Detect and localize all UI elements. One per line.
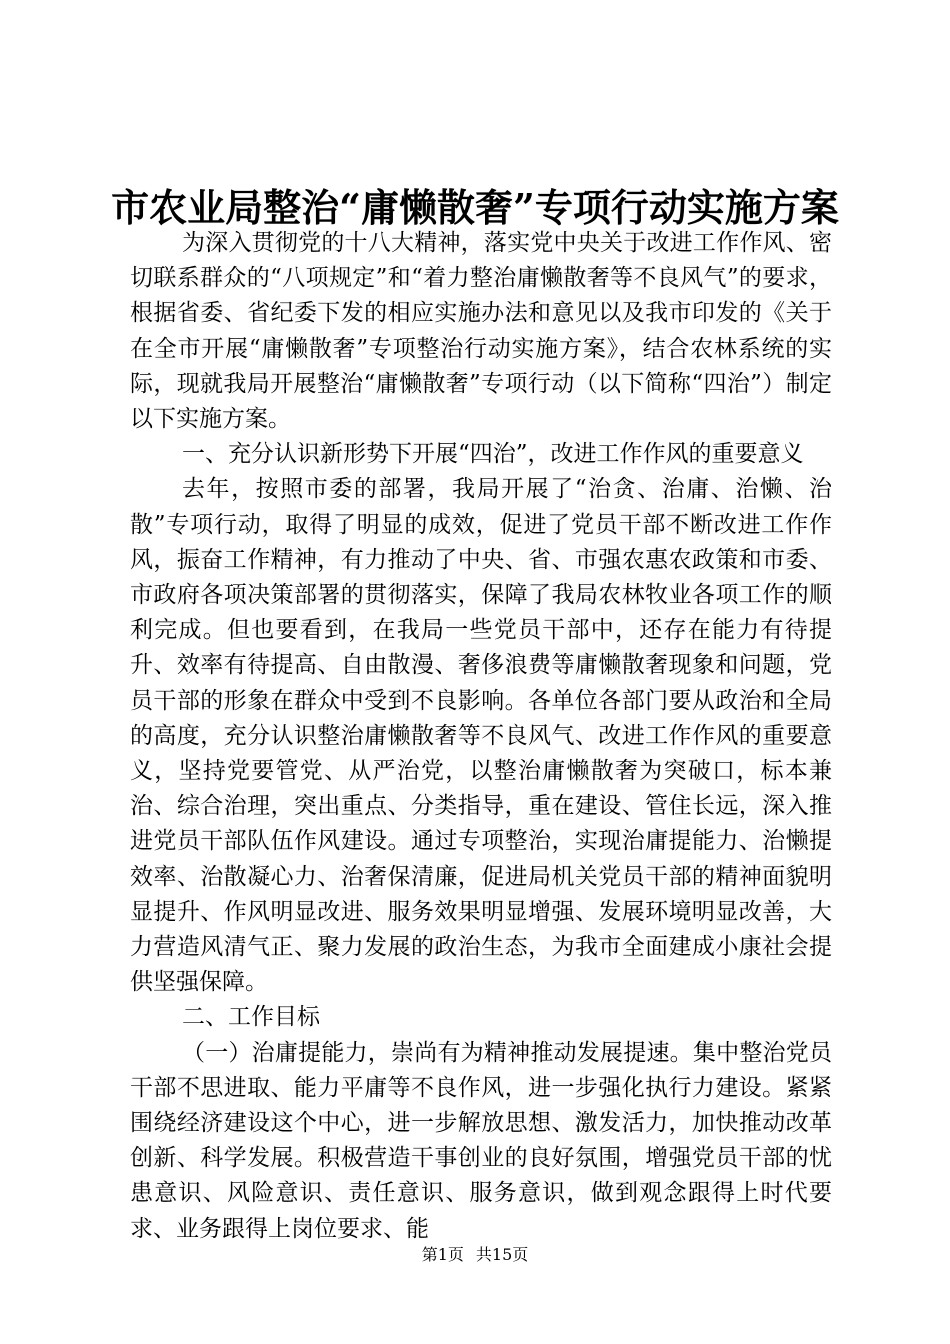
intro-paragraph: 为深入贯彻党的十八大精神，落实党中央关于改进工作作风、密切联系群众的“八项规定”和“着力整治庸懒散奢等不良风气”的要求，根据省委、省纪委下发的相应实施办法和意见以及我市印发的《关于在全市开展“庸懒散奢”专项整治行动实施方案》，结合农林系统的实际，现就我局开展整治“庸懒散奢”专项行动（以下简称“四治”）制定以下实施方案。 [130,230,832,433]
section-2-paragraph: （一）治庸提能力，崇尚有为精神推动发展提速。集中整治党员干部不思进取、能力平庸等不良作风，进一步强化执行力建设。紧紧围绕经济建设这个中心，进一步解放思想、激发活力，加快推动改革创新、科学发展。积极营造干事创业的良好氛围，增强党员干部的忧患意识、风险意识、责任意识、服务意识，做到观念跟得上时代要求、业务跟得上岗位要求、能 [130,1039,832,1242]
section-1-paragraph: 去年，按照市委的部署，我局开展了“治贪、治庸、治懒、治散”专项行动，取得了明显的成效，促进了党员干部不断改进工作作风，振奋工作精神，有力推动了中央、省、市强农惠农政策和市委、市政府各项决策部署的贯彻落实，保障了我局农林牧业各项工作的顺利完成。但也要看到，在我局一些党员干部中，还存在能力有待提升、效率有待提高、自由散漫、奢侈浪费等庸懒散奢现象和问题，党员干部的形象在群众中受到不良影响。各单位各部门要从政治和全局的高度，充分认识整治庸懒散奢等不良风气、改进工作作风的重要意义，坚持党要管党、从严治党，以整治庸懒散奢为突破口，标本兼治、综合治理，突出重点、分类指导，重在建设、管住长远，深入推进党员干部队伍作风建设。通过专项整治，实现治庸提能力、治懒提效率、治散凝心力、治奢保清廉，促进局机关党员干部的精神面貌明显提升、作风明显改进、服务效果明显增强、发展环境明显改善，大力营造风清气正、聚力发展的政治生态，为我市全面建成小康社会提供坚强保障。 [130,476,832,996]
page-footer [0,1244,950,1266]
document-title: 市农业局整治“庸懒散奢”专项行动实施方案 [111,185,839,230]
page-number: 第1页 [421,1245,464,1264]
section-heading-1: 一、充分认识新形势下开展“四治”，改进工作作风的重要意义 [182,441,804,468]
document-body [130,226,832,1247]
section-heading-2: 二、工作目标 [182,1004,320,1031]
page-total: 共15页 [475,1245,529,1264]
